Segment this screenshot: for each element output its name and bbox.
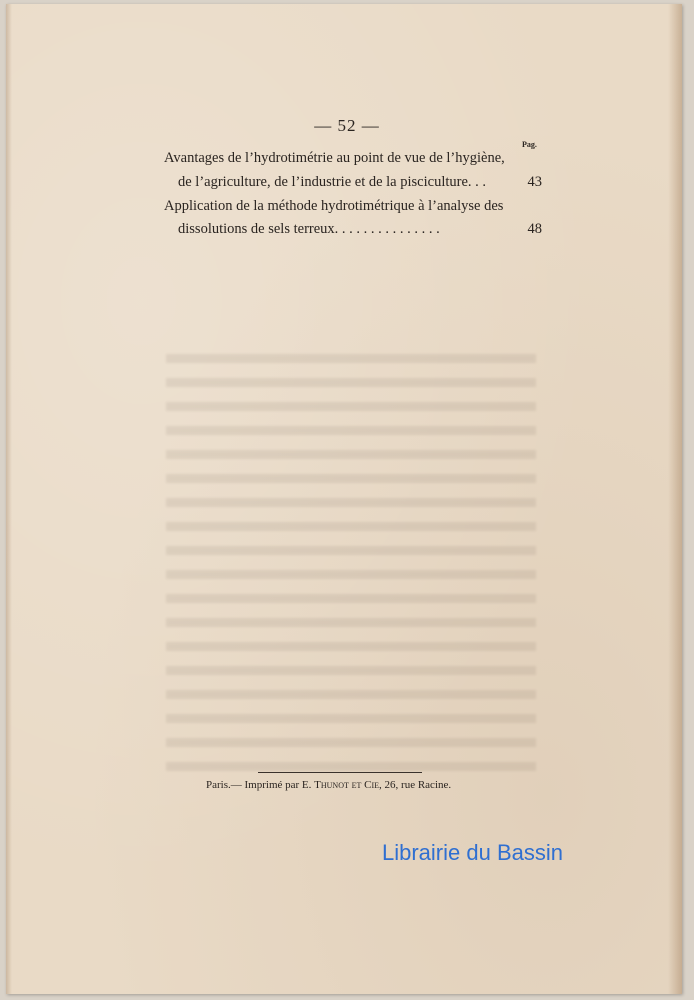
page-number: — 52 — [314,116,380,135]
show-through-text [166,354,536,774]
imprint-printer: Thunot et Cie [314,779,380,791]
toc-entry-1-line-2: de l’agriculture, de l’industrie et de la pisciculture. . . [178,174,487,190]
toc-entry-1-line-1: Avantages de l’hydrotimétrie au point de vue de l’hygiène, [164,150,505,166]
toc-entry-2-page: 48 [527,221,542,237]
toc-entry-1-page: 43 [527,174,542,190]
imprint-prefix: Paris.— Imprimé par E. [206,779,312,791]
pag-column-label: Pag. [522,140,537,149]
imprint-rule [258,772,422,773]
toc-entry-2-line-2: dissolutions de sels terreux. . . . . . . . . . . . . . . [178,221,440,237]
toc-entry-2-line-1: Application de la méthode hydrotimétrique à l’analyse des [164,198,504,214]
printer-imprint [206,779,451,791]
imprint-suffix: , 26, rue Racine. [379,779,452,791]
bookseller-watermark: Librairie du Bassin [382,840,563,865]
